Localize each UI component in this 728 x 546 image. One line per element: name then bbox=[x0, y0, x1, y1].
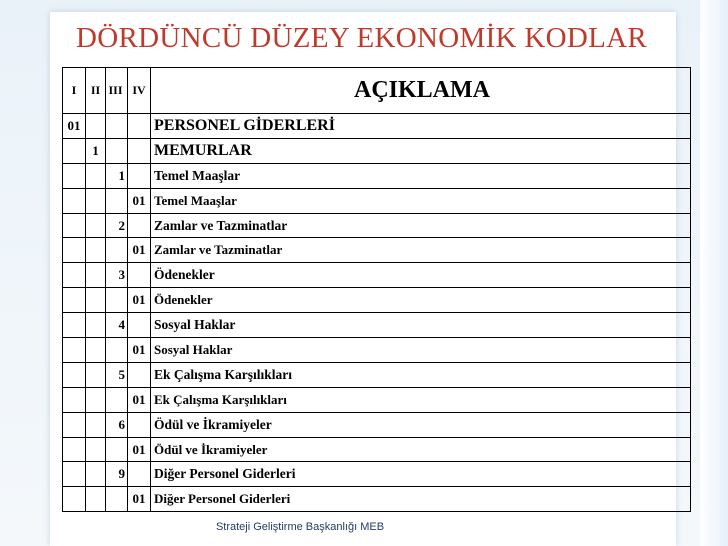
row-code-c1 bbox=[63, 213, 86, 238]
row-code-c4: 01 bbox=[128, 487, 151, 512]
row-code-c3: 4 bbox=[106, 313, 128, 338]
table-row bbox=[63, 387, 691, 412]
row-code-c1 bbox=[63, 437, 86, 462]
row-description: Zamlar ve Tazminatlar bbox=[151, 238, 691, 263]
row-description: MEMURLAR bbox=[151, 138, 691, 163]
row-code-c1 bbox=[63, 288, 86, 313]
table-row bbox=[63, 338, 691, 363]
row-code-c4 bbox=[128, 263, 151, 288]
row-code-c3 bbox=[106, 238, 128, 263]
row-code-c2 bbox=[86, 163, 106, 188]
row-code-c4: 01 bbox=[128, 437, 151, 462]
row-code-c3: 3 bbox=[106, 263, 128, 288]
row-code-c2 bbox=[86, 313, 106, 338]
footer-text: Strateji Geliştirme Başkanlığı MEB bbox=[215, 521, 385, 533]
header-level-i: I bbox=[63, 68, 86, 114]
slide-title: DÖRDÜNCÜ DÜZEY EKONOMİK KODLAR bbox=[76, 22, 647, 54]
row-description: Ek Çalışma Karşılıkları bbox=[151, 362, 691, 387]
row-code-c4 bbox=[128, 313, 151, 338]
row-code-c1 bbox=[63, 263, 86, 288]
table-row bbox=[63, 163, 691, 188]
table-row bbox=[63, 462, 691, 487]
row-code-c1 bbox=[63, 487, 86, 512]
row-code-c1 bbox=[63, 163, 86, 188]
row-code-c2 bbox=[86, 338, 106, 363]
row-description: PERSONEL GİDERLERİ bbox=[151, 114, 691, 139]
table-row bbox=[63, 313, 691, 338]
row-code-c4 bbox=[128, 462, 151, 487]
row-code-c3: 5 bbox=[106, 362, 128, 387]
row-code-c3 bbox=[106, 338, 128, 363]
table-row bbox=[63, 238, 691, 263]
row-code-c3: 6 bbox=[106, 412, 128, 437]
row-description: Ödenekler bbox=[151, 288, 691, 313]
row-description: Temel Maaşlar bbox=[151, 163, 691, 188]
row-code-c2 bbox=[86, 238, 106, 263]
row-code-c1 bbox=[63, 138, 86, 163]
row-code-c1 bbox=[63, 412, 86, 437]
row-code-c3 bbox=[106, 138, 128, 163]
row-code-c2 bbox=[86, 288, 106, 313]
row-code-c4: 01 bbox=[128, 288, 151, 313]
row-code-c4 bbox=[128, 213, 151, 238]
table-row bbox=[63, 138, 691, 163]
header-level-iv: IV bbox=[128, 68, 151, 114]
row-code-c1 bbox=[63, 387, 86, 412]
row-code-c1 bbox=[63, 362, 86, 387]
economic-codes-table bbox=[62, 67, 691, 512]
table-row bbox=[63, 412, 691, 437]
row-code-c3: 9 bbox=[106, 462, 128, 487]
row-code-c2 bbox=[86, 188, 106, 213]
row-code-c3: 2 bbox=[106, 213, 128, 238]
header-level-iii: III bbox=[106, 68, 128, 114]
row-code-c3 bbox=[106, 114, 128, 139]
row-code-c1 bbox=[63, 188, 86, 213]
table-row bbox=[63, 362, 691, 387]
row-code-c1 bbox=[63, 238, 86, 263]
row-description: Sosyal Haklar bbox=[151, 338, 691, 363]
row-code-c1: 01 bbox=[63, 114, 86, 139]
row-code-c2 bbox=[86, 487, 106, 512]
row-code-c1 bbox=[63, 462, 86, 487]
row-code-c3 bbox=[106, 437, 128, 462]
row-code-c4: 01 bbox=[128, 188, 151, 213]
row-code-c4 bbox=[128, 163, 151, 188]
row-description: Ödenekler bbox=[151, 263, 691, 288]
table-row bbox=[63, 188, 691, 213]
row-description: Ek Çalışma Karşılıkları bbox=[151, 387, 691, 412]
row-code-c2: 1 bbox=[86, 138, 106, 163]
row-description: Temel Maaşlar bbox=[151, 188, 691, 213]
row-code-c1 bbox=[63, 338, 86, 363]
row-code-c3 bbox=[106, 487, 128, 512]
table-row bbox=[63, 114, 691, 139]
row-code-c3 bbox=[106, 188, 128, 213]
row-code-c2 bbox=[86, 387, 106, 412]
row-description: Ödül ve İkramiyeler bbox=[151, 412, 691, 437]
header-description: AÇIKLAMA bbox=[151, 68, 691, 114]
row-code-c4 bbox=[128, 362, 151, 387]
row-code-c2 bbox=[86, 114, 106, 139]
row-description: Ödül ve İkramiyeler bbox=[151, 437, 691, 462]
row-code-c2 bbox=[86, 412, 106, 437]
table-row bbox=[63, 437, 691, 462]
row-code-c2 bbox=[86, 462, 106, 487]
slide-side-decoration bbox=[700, 0, 728, 546]
row-code-c4: 01 bbox=[128, 387, 151, 412]
row-code-c4 bbox=[128, 412, 151, 437]
row-code-c1 bbox=[63, 313, 86, 338]
slide-footer bbox=[0, 521, 728, 533]
table-row bbox=[63, 487, 691, 512]
row-code-c4 bbox=[128, 138, 151, 163]
table-row bbox=[63, 288, 691, 313]
header-level-ii: II bbox=[86, 68, 106, 114]
table-header-row bbox=[63, 68, 691, 114]
row-description: Zamlar ve Tazminatlar bbox=[151, 213, 691, 238]
row-code-c4 bbox=[128, 114, 151, 139]
row-code-c2 bbox=[86, 437, 106, 462]
row-description: Diğer Personel Giderleri bbox=[151, 487, 691, 512]
row-code-c4: 01 bbox=[128, 338, 151, 363]
row-code-c2 bbox=[86, 362, 106, 387]
row-description: Diğer Personel Giderleri bbox=[151, 462, 691, 487]
row-code-c3: 1 bbox=[106, 163, 128, 188]
row-description: Sosyal Haklar bbox=[151, 313, 691, 338]
table-row bbox=[63, 213, 691, 238]
table-row bbox=[63, 263, 691, 288]
row-code-c3 bbox=[106, 288, 128, 313]
row-code-c3 bbox=[106, 387, 128, 412]
row-code-c4: 01 bbox=[128, 238, 151, 263]
row-code-c2 bbox=[86, 263, 106, 288]
row-code-c2 bbox=[86, 213, 106, 238]
